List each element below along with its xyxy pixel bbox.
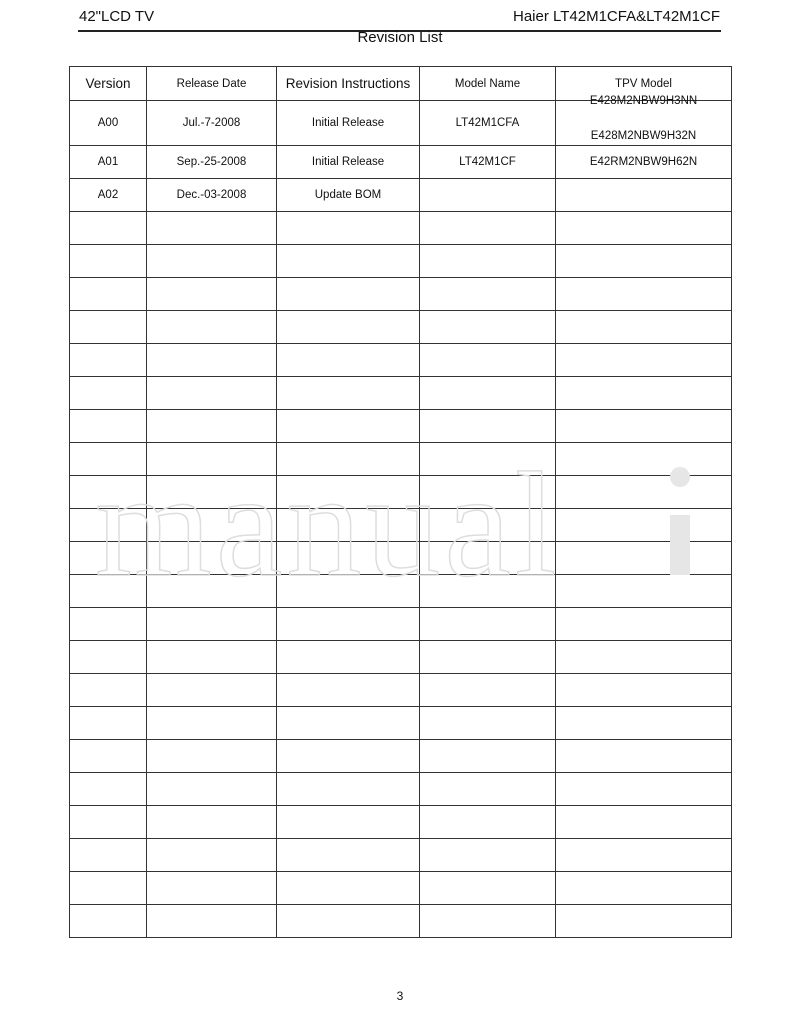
cell-empty xyxy=(420,905,556,938)
cell-empty xyxy=(277,410,420,443)
cell-empty xyxy=(70,773,147,806)
table-row-empty xyxy=(70,707,732,740)
cell-model xyxy=(420,179,556,212)
cell-empty xyxy=(277,575,420,608)
cell-instructions: Update BOM xyxy=(277,179,420,212)
table-row-empty xyxy=(70,740,732,773)
tpv-model: E428M2NBW9H32N xyxy=(590,130,697,142)
cell-empty xyxy=(70,674,147,707)
cell-date: Sep.-25-2008 xyxy=(147,146,277,179)
cell-empty xyxy=(420,674,556,707)
cell-empty xyxy=(277,905,420,938)
cell-empty xyxy=(420,410,556,443)
table-row-empty xyxy=(70,905,732,938)
cell-empty xyxy=(147,509,277,542)
table-row xyxy=(70,146,732,179)
cell-empty xyxy=(147,344,277,377)
page-number: 3 xyxy=(396,989,404,1003)
cell-empty xyxy=(70,872,147,905)
cell-empty xyxy=(70,344,147,377)
table-row-empty xyxy=(70,674,732,707)
table-row-empty xyxy=(70,344,732,377)
header-product: 42"LCD TV xyxy=(79,8,155,25)
cell-empty xyxy=(277,344,420,377)
table-row-empty xyxy=(70,542,732,575)
cell-empty xyxy=(420,212,556,245)
col-revision-instructions: Revision Instructions xyxy=(277,67,420,101)
cell-empty xyxy=(556,575,732,608)
cell-date: Jul.-7-2008 xyxy=(147,101,277,146)
cell-empty xyxy=(277,641,420,674)
cell-empty xyxy=(277,608,420,641)
table-row-empty xyxy=(70,311,732,344)
cell-empty xyxy=(70,806,147,839)
col-tpv-model: TPV Model xyxy=(556,67,732,101)
cell-empty xyxy=(70,707,147,740)
cell-version: A02 xyxy=(70,179,147,212)
cell-empty xyxy=(70,377,147,410)
cell-empty xyxy=(556,377,732,410)
cell-empty xyxy=(147,542,277,575)
cell-empty xyxy=(277,377,420,410)
cell-empty xyxy=(556,740,732,773)
cell-empty xyxy=(277,740,420,773)
cell-empty xyxy=(556,311,732,344)
table-row-empty xyxy=(70,806,732,839)
cell-empty xyxy=(147,311,277,344)
cell-empty xyxy=(420,377,556,410)
cell-empty xyxy=(277,872,420,905)
cell-empty xyxy=(70,839,147,872)
cell-empty xyxy=(147,245,277,278)
table-row-empty xyxy=(70,641,732,674)
cell-empty xyxy=(420,509,556,542)
cell-empty xyxy=(70,476,147,509)
table-row-empty xyxy=(70,575,732,608)
cell-empty xyxy=(420,443,556,476)
cell-empty xyxy=(420,608,556,641)
table-row xyxy=(70,179,732,212)
cell-empty xyxy=(147,278,277,311)
cell-empty xyxy=(556,707,732,740)
table-row-empty xyxy=(70,278,732,311)
cell-tpv: E42RM2NBW9H62N xyxy=(556,146,732,179)
cell-empty xyxy=(147,212,277,245)
cell-empty xyxy=(277,245,420,278)
cell-empty xyxy=(147,773,277,806)
cell-empty xyxy=(70,509,147,542)
cell-empty xyxy=(420,872,556,905)
cell-empty xyxy=(70,641,147,674)
cell-empty xyxy=(70,542,147,575)
cell-empty xyxy=(420,707,556,740)
cell-empty xyxy=(147,740,277,773)
cell-version: A01 xyxy=(70,146,147,179)
cell-tpv xyxy=(556,95,732,146)
cell-empty xyxy=(420,773,556,806)
cell-empty xyxy=(556,674,732,707)
cell-empty xyxy=(420,839,556,872)
col-release-date: Release Date xyxy=(147,67,277,101)
cell-instructions: Initial Release xyxy=(277,146,420,179)
page-title: Revision List xyxy=(357,29,443,46)
cell-empty xyxy=(70,278,147,311)
cell-empty xyxy=(556,641,732,674)
cell-empty xyxy=(277,707,420,740)
table-row-empty xyxy=(70,509,732,542)
cell-empty xyxy=(70,311,147,344)
cell-empty xyxy=(420,641,556,674)
cell-empty xyxy=(556,476,732,509)
cell-model: LT42M1CF xyxy=(420,146,556,179)
svg-text:manual: manual xyxy=(95,455,561,585)
cell-empty xyxy=(556,245,732,278)
table-row-empty xyxy=(70,410,732,443)
cell-empty xyxy=(277,509,420,542)
cell-empty xyxy=(70,740,147,773)
cell-empty xyxy=(70,905,147,938)
cell-empty xyxy=(556,608,732,641)
cell-version: A00 xyxy=(70,101,147,146)
cell-empty xyxy=(277,806,420,839)
cell-empty xyxy=(147,674,277,707)
cell-empty xyxy=(556,212,732,245)
cell-empty xyxy=(556,278,732,311)
cell-empty xyxy=(556,773,732,806)
col-model-name: Model Name xyxy=(420,67,556,101)
cell-empty xyxy=(420,476,556,509)
cell-empty xyxy=(147,641,277,674)
cell-empty xyxy=(556,443,732,476)
cell-tpv xyxy=(556,179,732,212)
cell-empty xyxy=(147,872,277,905)
cell-empty xyxy=(556,509,732,542)
cell-empty xyxy=(420,278,556,311)
table-row-empty xyxy=(70,212,732,245)
cell-empty xyxy=(277,542,420,575)
table-row-empty xyxy=(70,773,732,806)
cell-empty xyxy=(277,476,420,509)
cell-empty xyxy=(556,839,732,872)
cell-empty xyxy=(277,311,420,344)
cell-empty xyxy=(147,608,277,641)
cell-empty xyxy=(147,476,277,509)
cell-empty xyxy=(420,806,556,839)
cell-date: Dec.-03-2008 xyxy=(147,179,277,212)
table-row-empty xyxy=(70,245,732,278)
cell-empty xyxy=(70,410,147,443)
table-row-empty xyxy=(70,377,732,410)
header-model: Haier LT42M1CFA&LT42M1CF xyxy=(512,8,720,25)
tpv-model: E428M2NBW9H3NN xyxy=(589,95,698,107)
cell-empty xyxy=(277,443,420,476)
cell-empty xyxy=(70,212,147,245)
cell-empty xyxy=(420,542,556,575)
cell-empty xyxy=(556,542,732,575)
cell-empty xyxy=(277,212,420,245)
table-row-empty xyxy=(70,608,732,641)
cell-empty xyxy=(420,740,556,773)
table-row-empty xyxy=(70,839,732,872)
table-row-empty xyxy=(70,476,732,509)
cell-empty xyxy=(556,344,732,377)
cell-empty xyxy=(147,806,277,839)
cell-empty xyxy=(147,707,277,740)
cell-empty xyxy=(556,806,732,839)
revision-table xyxy=(69,66,732,938)
cell-empty xyxy=(420,575,556,608)
cell-empty xyxy=(556,905,732,938)
cell-empty xyxy=(147,905,277,938)
cell-empty xyxy=(556,410,732,443)
cell-empty xyxy=(420,311,556,344)
cell-empty xyxy=(70,575,147,608)
cell-empty xyxy=(556,872,732,905)
table-row-empty xyxy=(70,872,732,905)
cell-empty xyxy=(277,773,420,806)
cell-empty xyxy=(147,377,277,410)
cell-empty xyxy=(70,443,147,476)
cell-empty xyxy=(277,278,420,311)
cell-empty xyxy=(70,608,147,641)
cell-empty xyxy=(70,245,147,278)
cell-empty xyxy=(277,839,420,872)
cell-empty xyxy=(420,245,556,278)
col-version: Version xyxy=(70,67,147,101)
cell-model: LT42M1CFA xyxy=(420,101,556,146)
cell-empty xyxy=(277,674,420,707)
cell-instructions: Initial Release xyxy=(277,101,420,146)
cell-empty xyxy=(147,443,277,476)
cell-empty xyxy=(147,410,277,443)
cell-empty xyxy=(147,839,277,872)
cell-empty xyxy=(420,344,556,377)
table-row-empty xyxy=(70,443,732,476)
cell-empty xyxy=(147,575,277,608)
table-row xyxy=(70,101,732,146)
